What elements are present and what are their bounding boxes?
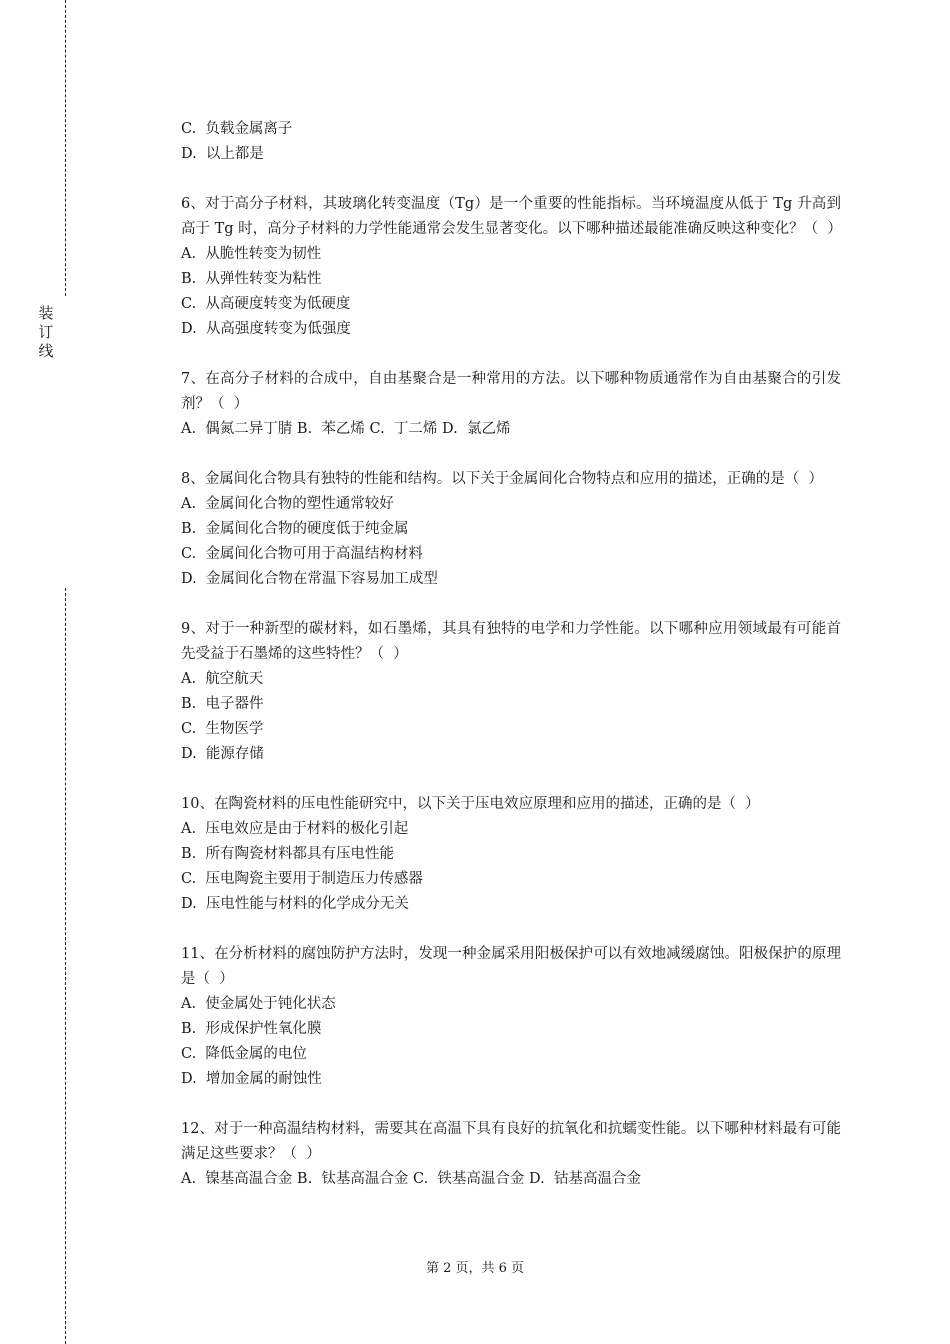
question-12 (181, 1117, 841, 1192)
option: C. 生物医学 (181, 721, 264, 737)
option: D. 压电性能与材料的化学成分无关 (181, 896, 409, 912)
option: C. 从高硬度转变为低硬度 (181, 296, 351, 312)
option: D. 增加金属的耐蚀性 (181, 1071, 322, 1087)
continuation-options (181, 117, 841, 167)
option: B. 所有陶瓷材料都具有压电性能 (181, 846, 394, 862)
option: C. 负载金属离子 (181, 121, 293, 137)
option: B. 金属间化合物的硬度低于纯金属 (181, 521, 409, 537)
question-stem: 12、对于一种高温结构材料，需要其在高温下具有良好的抗氧化和抗蠕变性能。以下哪种材料最有可能满足这些要求？（ ） (181, 1121, 841, 1162)
option: C. 金属间化合物可用于高温结构材料 (181, 546, 423, 562)
option: C. 压电陶瓷主要用于制造压力传感器 (181, 871, 423, 887)
question-8 (181, 467, 841, 592)
option: A. 偶氮二异丁腈 B. 苯乙烯 C. 丁二烯 D. 氯乙烯 (181, 421, 511, 437)
binding-line-top (65, 0, 66, 296)
option: A. 使金属处于钝化状态 (181, 996, 336, 1012)
option: A. 航空航天 (181, 671, 264, 687)
question-10 (181, 792, 841, 917)
option: C. 降低金属的电位 (181, 1046, 307, 1062)
question-stem: 10、在陶瓷材料的压电性能研究中，以下关于压电效应原理和应用的描述，正确的是（ ） (181, 796, 760, 812)
option: D. 以上都是 (181, 146, 264, 162)
option: A. 从脆性转变为韧性 (181, 246, 322, 262)
question-content (181, 117, 841, 1192)
question-7 (181, 367, 841, 442)
question-stem: 9、对于一种新型的碳材料，如石墨烯，其具有独特的电学和力学性能。以下哪种应用领域最有可能首先受益于石墨烯的这些特性？（ ） (181, 621, 841, 662)
option: A. 金属间化合物的塑性通常较好 (181, 496, 394, 512)
page-footer: 第 2 页，共 6 页 (425, 1261, 525, 1276)
option: D. 能源存储 (181, 746, 264, 762)
question-stem: 7、在高分子材料的合成中，自由基聚合是一种常用的方法。以下哪种物质通常作为自由基聚合的引发剂？（ ） (181, 371, 841, 412)
option: D. 金属间化合物在常温下容易加工成型 (181, 571, 438, 587)
option: B. 从弹性转变为粘性 (181, 271, 322, 287)
binding-label: 装 订 线 (38, 304, 54, 360)
question-stem: 6、对于高分子材料，其玻璃化转变温度（Tg）是一个重要的性能指标。当环境温度从低于 Tg 升高到高于 Tg 时，高分子材料的力学性能通常会发生显著变化。以下哪种描述最能准确反映这种变化？（ ） (181, 196, 842, 237)
option: D. 从高强度转变为低强度 (181, 321, 351, 337)
option: B. 形成保护性氧化膜 (181, 1021, 322, 1037)
question-stem: 8、金属间化合物具有独特的性能和结构。以下关于金属间化合物特点和应用的描述，正确的是（ ） (181, 471, 823, 487)
question-9 (181, 617, 841, 767)
option: A. 镍基高温合金 B. 钛基高温合金 C. 铁基高温合金 D. 钴基高温合金 (181, 1171, 641, 1187)
question-6 (181, 192, 841, 342)
option: B. 电子器件 (181, 696, 264, 712)
question-stem: 11、在分析材料的腐蚀防护方法时，发现一种金属采用阳极保护可以有效地减缓腐蚀。阳极保护的原理是（ ） (181, 946, 841, 987)
option: A. 压电效应是由于材料的极化引起 (181, 821, 409, 837)
binding-line-bottom (65, 588, 66, 1344)
question-11 (181, 942, 841, 1092)
